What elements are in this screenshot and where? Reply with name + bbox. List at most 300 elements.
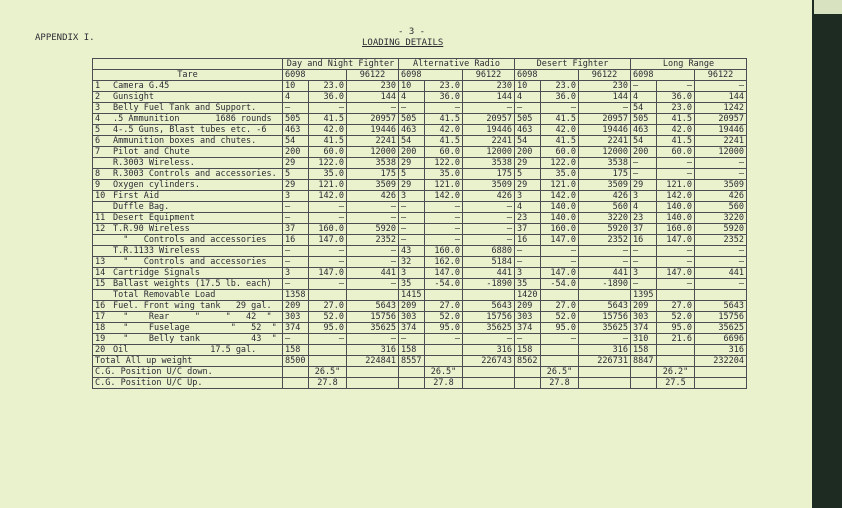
table-cell: 5920: [695, 224, 747, 235]
row-number: 19: [95, 334, 106, 344]
table-cell: 3538: [463, 158, 515, 169]
table-cell: 209: [283, 301, 309, 312]
table-cell: 316: [347, 345, 399, 356]
table-cell: 16: [283, 235, 309, 246]
table-cell: 441: [347, 268, 399, 279]
table-cell: 29: [515, 180, 541, 191]
table-cell: –: [309, 202, 347, 213]
table-cell: 144: [579, 92, 631, 103]
table-cell: 230: [347, 81, 399, 92]
table-cell: 32: [399, 257, 425, 268]
table-cell: 5: [515, 169, 541, 180]
table-cell: –: [695, 257, 747, 268]
table-cell: 5920: [347, 224, 399, 235]
row-label: [93, 312, 283, 323]
totals-cell: 232204: [695, 356, 747, 367]
table-row: [93, 114, 747, 125]
table-cell: 200: [631, 147, 657, 158]
table-cell: 35625: [695, 323, 747, 334]
table-cell: 54: [631, 103, 657, 114]
table-cell: 52.0: [309, 312, 347, 323]
table-cell: 3220: [695, 213, 747, 224]
table-cell: 41.5: [541, 136, 579, 147]
sub-header: 6098: [399, 70, 463, 81]
sub-header: 6098: [515, 70, 579, 81]
table-cell: 209: [631, 301, 657, 312]
table-cell: –: [309, 246, 347, 257]
table-cell: 41.5: [657, 136, 695, 147]
table-cell: 23.0: [657, 103, 695, 114]
row-number: 15: [95, 279, 106, 289]
row-label-text: " Belly tank 43 ": [113, 334, 277, 344]
table-cell: 142.0: [657, 191, 695, 202]
table-cell: 441: [695, 268, 747, 279]
table-cell: –: [399, 224, 425, 235]
table-cell: 54: [515, 136, 541, 147]
table-cell: 463: [631, 125, 657, 136]
table-cell: 160.0: [541, 224, 579, 235]
table-row: [93, 92, 747, 103]
cg-blank: [347, 378, 399, 389]
table-cell: –: [515, 246, 541, 257]
table-row: [93, 180, 747, 191]
column-group-header: Long Range: [631, 59, 747, 70]
table-cell: 42.0: [425, 125, 463, 136]
table-cell: 147.0: [541, 268, 579, 279]
row-label-text: " Controls and accessories: [113, 257, 267, 267]
table-cell: 142.0: [541, 191, 579, 202]
table-cell: 3: [399, 191, 425, 202]
row-label: [93, 103, 283, 114]
totals-label: Total All up weight: [93, 356, 283, 367]
table-cell: –: [283, 103, 309, 114]
table-cell: 560: [695, 202, 747, 213]
table-cell: 54: [399, 136, 425, 147]
table-cell: 316: [579, 345, 631, 356]
row-label-text: Belly Fuel Tank and Support.: [113, 103, 257, 113]
row-label-text: " Rear " " 42 ": [113, 312, 272, 322]
table-cell: 54: [631, 136, 657, 147]
cg-blank: [399, 378, 425, 389]
row-label-text: .5 Ammunition 1686 rounds: [113, 114, 272, 124]
row-label: [93, 92, 283, 103]
table-cell: 158: [283, 345, 309, 356]
cg-value: 26.5": [541, 367, 579, 378]
table-cell: 41.5: [425, 114, 463, 125]
table-cell: –: [399, 235, 425, 246]
table-cell: 52.0: [541, 312, 579, 323]
table-cell: 140.0: [541, 202, 579, 213]
table-cell: 230: [463, 81, 515, 92]
row-number: 7: [95, 147, 101, 157]
table-cell: 12000: [347, 147, 399, 158]
cg-blank: [283, 378, 309, 389]
table-cell: –: [515, 334, 541, 345]
table-cell: 29: [515, 158, 541, 169]
table-cell: 95.0: [657, 323, 695, 334]
table-cell: –: [463, 334, 515, 345]
table-cell: –: [657, 257, 695, 268]
row-label: [93, 125, 283, 136]
table-cell: –: [463, 202, 515, 213]
table-cell: 4: [515, 202, 541, 213]
table-cell: 303: [515, 312, 541, 323]
row-number: 6: [95, 136, 101, 146]
table-cell: –: [631, 169, 657, 180]
table-cell: –: [463, 224, 515, 235]
totals-cell: 226743: [463, 356, 515, 367]
table-cell: 3: [283, 268, 309, 279]
cg-blank: [579, 367, 631, 378]
row-number: 11: [95, 213, 106, 223]
cg-blank: [515, 367, 541, 378]
cg-down-row: [93, 367, 747, 378]
table-cell: –: [283, 279, 309, 290]
table-cell: 37: [631, 224, 657, 235]
row-number: 1: [95, 81, 101, 91]
table-cell: 303: [399, 312, 425, 323]
table-cell: 374: [631, 323, 657, 334]
table-cell: 200: [399, 147, 425, 158]
table-cell: 43: [399, 246, 425, 257]
table-cell: 463: [515, 125, 541, 136]
row-label: [93, 224, 283, 235]
table-cell: 35.0: [425, 169, 463, 180]
row-label-text: T.R.90 Wireless: [113, 224, 190, 234]
table-cell: 5920: [579, 224, 631, 235]
table-cell: –: [463, 213, 515, 224]
table-cell: 20957: [579, 114, 631, 125]
table-cell: [695, 290, 747, 301]
row-label-text: Ballast weights (17.5 lb. each): [113, 279, 272, 289]
table-cell: 147.0: [309, 235, 347, 246]
cg-blank: [695, 378, 747, 389]
table-cell: 27.0: [657, 301, 695, 312]
row-label-text: Fuel. Front wing tank 29 gal.: [113, 301, 272, 311]
table-cell: -54.0: [541, 279, 579, 290]
table-cell: 158: [631, 345, 657, 356]
table-cell: –: [579, 246, 631, 257]
cg-blank: [347, 367, 399, 378]
table-cell: 3: [515, 191, 541, 202]
table-cell: 3538: [579, 158, 631, 169]
table-cell: –: [425, 224, 463, 235]
table-cell: 505: [399, 114, 425, 125]
table-cell: –: [631, 246, 657, 257]
cg-blank: [695, 367, 747, 378]
table-cell: 121.0: [657, 180, 695, 191]
table-cell: –: [347, 334, 399, 345]
row-label-text: Ammunition boxes and chutes.: [113, 136, 257, 146]
table-cell: 147.0: [657, 268, 695, 279]
table-cell: –: [657, 158, 695, 169]
table-cell: [541, 345, 579, 356]
totals-cell: [541, 356, 579, 367]
table-cell: –: [309, 213, 347, 224]
table-cell: –: [399, 202, 425, 213]
row-label-text: Oxygen cylinders.: [113, 180, 200, 190]
table-cell: 144: [695, 92, 747, 103]
table-cell: [425, 345, 463, 356]
row-label-text: Gunsight: [113, 92, 154, 102]
table-cell: 121.0: [309, 180, 347, 191]
table-cell: [579, 290, 631, 301]
loading-table: [92, 58, 747, 389]
table-cell: 36.0: [425, 92, 463, 103]
table-cell: 95.0: [425, 323, 463, 334]
column-group-header: Desert Fighter: [515, 59, 631, 70]
cg-blank: [463, 378, 515, 389]
table-cell: –: [541, 246, 579, 257]
row-label: [93, 114, 283, 125]
table-cell: [309, 290, 347, 301]
table-row: [93, 191, 747, 202]
table-cell: –: [399, 103, 425, 114]
table-cell: 303: [283, 312, 309, 323]
table-cell: 6880: [463, 246, 515, 257]
table-cell: –: [347, 213, 399, 224]
table-cell: [309, 345, 347, 356]
table-cell: 20957: [463, 114, 515, 125]
table-cell: 140.0: [657, 213, 695, 224]
table-cell: 54: [283, 136, 309, 147]
table-cell: 200: [515, 147, 541, 158]
table-cell: 2241: [347, 136, 399, 147]
table-cell: 441: [463, 268, 515, 279]
table-cell: 1242: [695, 103, 747, 114]
table-cell: –: [631, 81, 657, 92]
table-cell: 1420: [515, 290, 541, 301]
table-cell: 95.0: [309, 323, 347, 334]
row-label-text: 4-.5 Guns, Blast tubes etc. -6: [113, 125, 267, 135]
table-row: [93, 246, 747, 257]
table-cell: 140.0: [541, 213, 579, 224]
table-cell: 23: [515, 213, 541, 224]
table-cell: 3220: [579, 213, 631, 224]
row-label: [93, 147, 283, 158]
table-cell: 310: [631, 334, 657, 345]
table-cell: 2352: [347, 235, 399, 246]
table-cell: 23.0: [425, 81, 463, 92]
table-cell: 209: [399, 301, 425, 312]
table-cell: 3: [283, 191, 309, 202]
table-cell: 162.0: [425, 257, 463, 268]
table-cell: –: [347, 279, 399, 290]
table-cell: 3: [631, 191, 657, 202]
totals-row: [93, 356, 747, 367]
table-cell: 158: [515, 345, 541, 356]
table-row: [93, 257, 747, 268]
row-label: [93, 257, 283, 268]
table-cell: 463: [399, 125, 425, 136]
row-label-text: Total Removable Load: [113, 290, 216, 300]
table-cell: [657, 290, 695, 301]
cg-value: 27.8: [309, 378, 347, 389]
table-cell: –: [399, 213, 425, 224]
table-cell: 95.0: [541, 323, 579, 334]
table-cell: –: [347, 257, 399, 268]
table-row: [93, 202, 747, 213]
table-cell: 441: [579, 268, 631, 279]
table-cell: 158: [399, 345, 425, 356]
table-row: [93, 125, 747, 136]
table-cell: 10: [399, 81, 425, 92]
table-cell: –: [425, 213, 463, 224]
table-cell: [541, 290, 579, 301]
table-cell: 4: [399, 92, 425, 103]
table-cell: 374: [515, 323, 541, 334]
table-cell: 16: [515, 235, 541, 246]
row-label: [93, 81, 283, 92]
row-label-text: R.3003 Wireless.: [113, 158, 195, 168]
cg-value: 27.8: [425, 378, 463, 389]
table-cell: 2241: [695, 136, 747, 147]
table-cell: 3509: [463, 180, 515, 191]
row-label: [93, 169, 283, 180]
table-cell: 374: [283, 323, 309, 334]
table-cell: 2241: [579, 136, 631, 147]
table-cell: 5643: [695, 301, 747, 312]
table-row: [93, 136, 747, 147]
table-cell: 3: [631, 268, 657, 279]
table-cell: –: [657, 279, 695, 290]
table-cell: 374: [399, 323, 425, 334]
row-label-text: T.R.1133 Wireless: [113, 246, 200, 256]
table-cell: 37: [515, 224, 541, 235]
table-row: [93, 169, 747, 180]
table-row: [93, 279, 747, 290]
table-row: [93, 158, 747, 169]
table-cell: 5643: [579, 301, 631, 312]
table-cell: 144: [463, 92, 515, 103]
table-cell: 10: [515, 81, 541, 92]
table-cell: 29: [283, 158, 309, 169]
sub-header-row: [93, 70, 747, 81]
table-cell: 175: [347, 169, 399, 180]
row-number: 20: [95, 345, 106, 355]
table-cell: –: [515, 103, 541, 114]
page-title: LOADING DETAILS: [362, 38, 444, 48]
table-cell: –: [631, 158, 657, 169]
row-label-text: " Fuselage " 52 ": [113, 323, 277, 333]
totals-cell: 8557: [399, 356, 425, 367]
table-cell: 144: [347, 92, 399, 103]
table-cell: 16: [631, 235, 657, 246]
table-cell: 41.5: [309, 136, 347, 147]
totals-cell: [657, 356, 695, 367]
table-cell: 175: [579, 169, 631, 180]
table-cell: 122.0: [309, 158, 347, 169]
totals-cell: [425, 356, 463, 367]
table-cell: –: [657, 169, 695, 180]
table-cell: 426: [695, 191, 747, 202]
table-cell: –: [695, 169, 747, 180]
row-number: 18: [95, 323, 106, 333]
table-cell: 15756: [579, 312, 631, 323]
totals-cell: 8847: [631, 356, 657, 367]
table-cell: –: [579, 103, 631, 114]
table-cell: 10: [283, 81, 309, 92]
table-cell: 5184: [463, 257, 515, 268]
table-cell: 52.0: [425, 312, 463, 323]
sub-header: 96122: [579, 70, 631, 81]
table-cell: 21.6: [657, 334, 695, 345]
table-cell: 27.0: [425, 301, 463, 312]
table-cell: 122.0: [541, 158, 579, 169]
table-cell: 121.0: [425, 180, 463, 191]
table-cell: 1358: [283, 290, 309, 301]
table-cell: 5: [283, 169, 309, 180]
row-label: [93, 334, 283, 345]
cg-value: 26.5": [425, 367, 463, 378]
row-label: [93, 301, 283, 312]
row-label-text: Duffle Bag.: [113, 202, 170, 212]
table-cell: –: [309, 257, 347, 268]
table-cell: 19446: [347, 125, 399, 136]
table-cell: 35: [515, 279, 541, 290]
table-cell: –: [347, 246, 399, 257]
table-cell: 5: [399, 169, 425, 180]
table-cell: 60.0: [541, 147, 579, 158]
table-cell: 2241: [463, 136, 515, 147]
table-cell: –: [399, 334, 425, 345]
tare-label: Tare: [93, 70, 283, 81]
table-cell: 3509: [695, 180, 747, 191]
table-cell: 505: [515, 114, 541, 125]
row-number: 9: [95, 180, 101, 190]
table-cell: 316: [463, 345, 515, 356]
table-row: [93, 81, 747, 92]
table-cell: 142.0: [309, 191, 347, 202]
column-group-header: Day and Night Fighter: [283, 59, 399, 70]
table-cell: 4: [631, 92, 657, 103]
sub-header: 96122: [463, 70, 515, 81]
table-cell: 147.0: [657, 235, 695, 246]
table-cell: 15756: [347, 312, 399, 323]
table-cell: 36.0: [309, 92, 347, 103]
row-label-text: Camera G.45: [113, 81, 170, 91]
row-label: [93, 279, 283, 290]
table-cell: 52.0: [657, 312, 695, 323]
table-cell: 42.0: [657, 125, 695, 136]
table-row: [93, 290, 747, 301]
table-cell: 35625: [579, 323, 631, 334]
totals-cell: 8562: [515, 356, 541, 367]
table-cell: 3: [515, 268, 541, 279]
table-row: [93, 268, 747, 279]
cg-label: C.G. Position U/C Up.: [93, 378, 283, 389]
row-number: 12: [95, 224, 106, 234]
table-cell: 4: [631, 202, 657, 213]
table-cell: 37: [283, 224, 309, 235]
table-row: [93, 235, 747, 246]
table-cell: –: [425, 202, 463, 213]
sub-header: 6098: [631, 70, 695, 81]
table-cell: –: [283, 213, 309, 224]
table-cell: 12000: [695, 147, 747, 158]
table-cell: 3509: [347, 180, 399, 191]
table-cell: 505: [631, 114, 657, 125]
table-cell: -1890: [463, 279, 515, 290]
table-cell: 35625: [463, 323, 515, 334]
table-cell: 12000: [463, 147, 515, 158]
table-cell: 230: [579, 81, 631, 92]
table-row: [93, 213, 747, 224]
totals-cell: 224841: [347, 356, 399, 367]
table-cell: 36.0: [657, 92, 695, 103]
table-cell: –: [309, 103, 347, 114]
table-cell: –: [463, 103, 515, 114]
